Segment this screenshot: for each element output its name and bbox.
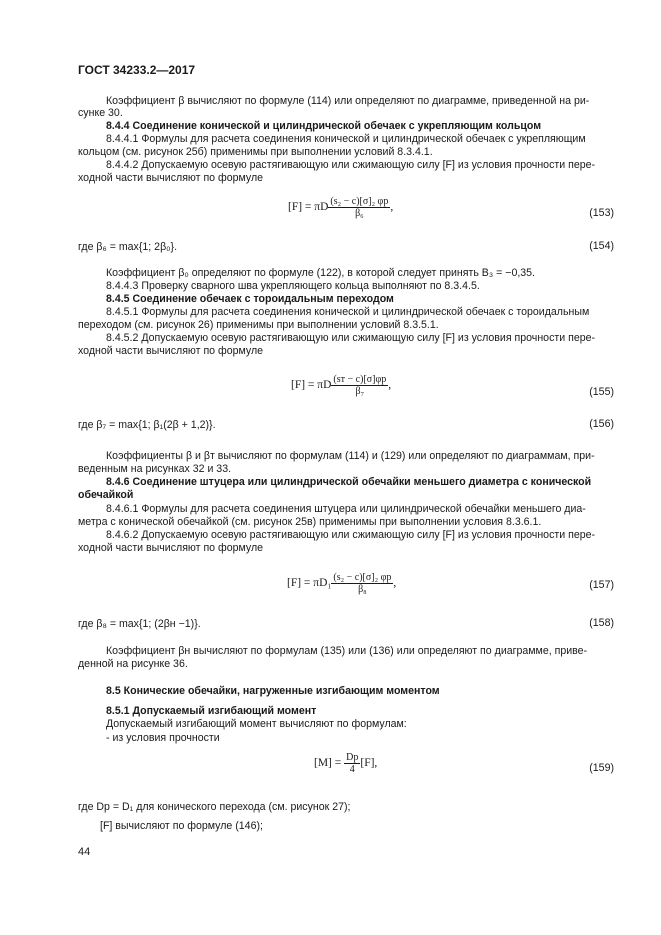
equation-tail: , — [388, 379, 392, 392]
where-clause: где β₈ = max{1; (2βн −1)}. — [78, 618, 201, 630]
equation-numerator: Dp — [346, 752, 359, 763]
equation-number: (158) — [589, 617, 614, 629]
equation-tail: [F], — [360, 757, 378, 770]
equation-number: (154) — [589, 240, 614, 252]
equation-denominator: β₇ — [355, 386, 365, 397]
paragraph-text: веденным на рисунках 32 и 33. — [78, 463, 232, 475]
where-clause: где Dp = D₁ для конического перехода (см. рисунок 27); — [78, 801, 351, 813]
equation-159 — [314, 752, 377, 775]
equation-lhs: [M] = — [314, 757, 345, 770]
where-clause: где β₇ = max{1; β₁(2β + 1,2)}. — [78, 419, 216, 431]
section-heading-8-4-6: 8.4.6 Соединение штуцера или цилиндрической обечайки меньшего диаметра с конической — [106, 476, 592, 488]
where-clause: где β₆ = max{1; 2β₀}. — [78, 241, 178, 253]
paragraph-text: сунке 30. — [78, 107, 123, 119]
equation-tail: , — [390, 201, 394, 214]
paragraph-text: 8.4.4.1 Формулы для расчета соединения конической и цилиндрической обечаек с укрепляющим — [106, 133, 586, 145]
where-clause: [F] вычисляют по формуле (146); — [100, 820, 263, 832]
paragraph-text: 8.4.5.1 Формулы для расчета соединения конической и цилиндрической обечаек с тороидальным — [106, 306, 590, 318]
equation-numerator: (sт − c)[σ]φp — [333, 374, 387, 385]
section-heading-8-4-6-cont: обечайкой — [78, 489, 134, 501]
paragraph-text: переходом (см. рисунок 26) применимы при выполнении условий 8.3.5.1. — [78, 319, 439, 331]
paragraph-text: ходной части вычисляют по формуле — [78, 542, 264, 554]
paragraph-text: денной на рисунке 36. — [78, 658, 188, 670]
paragraph-text: 8.4.6.1 Формулы для расчета соединения штуцера или цилиндрической обечайки меньшего диа- — [106, 503, 586, 515]
equation-denominator: β₆ — [355, 208, 364, 219]
section-heading-8-4-4: 8.4.4 Соединение конической и цилиндрической обечаек с укрепляющим кольцом — [106, 120, 542, 132]
paragraph-text: 8.4.4.2 Допускаемую осевую растягивающую или сжимающую силу [F] из условия прочности пере- — [106, 159, 596, 171]
section-heading-8-5-1: 8.5.1 Допускаемый изгибающий момент — [106, 705, 317, 717]
equation-157 — [287, 572, 396, 595]
paragraph-text: кольцом (см. рисунок 25б) применимы при выполнении условий 8.3.4.1. — [78, 146, 433, 158]
equation-denominator: 4 — [349, 764, 355, 775]
paragraph-text: 8.4.5.2 Допускаемую осевую растягивающую или сжимающую силу [F] из условия прочности пере- — [106, 332, 596, 344]
document-header: ГОСТ 34233.2—2017 — [78, 63, 196, 77]
equation-numerator: (s₂ − c)[σ]₂ φp — [333, 572, 392, 583]
equation-number: (157) — [589, 579, 614, 591]
paragraph-text: Коэффициенты β и βт вычисляют по формулам (114) и (129) или определяют по диаграммам, при- — [106, 450, 595, 462]
paragraph-text: метра с конической обечайкой (см. рисунок 25в) применимы при выполнении условия 8.3.6.1. — [78, 516, 542, 528]
paragraph-text: Коэффициент βн вычисляют по формулам (135) или (136) или определяют по диаграмме, приве- — [106, 645, 588, 657]
section-heading-8-4-5: 8.4.5 Соединение обечаек с тороидальным переходом — [106, 293, 394, 305]
paragraph-text: ходной части вычисляют по формуле — [78, 345, 264, 357]
equation-tail: , — [393, 577, 397, 590]
equation-lhs: [F] = πD₁ — [287, 577, 332, 590]
equation-number: (159) — [589, 762, 614, 774]
equation-number: (156) — [589, 418, 614, 430]
page-number: 44 — [78, 846, 91, 858]
equation-denominator: β₈ — [358, 584, 367, 595]
paragraph-text: 8.4.4.3 Проверку сварного шва укрепляющего кольца выполняют по 8.3.4.5. — [106, 280, 480, 292]
equation-155 — [291, 374, 391, 397]
equation-153 — [288, 196, 393, 219]
paragraph-text: - из условия прочности — [106, 732, 220, 744]
equation-number: (153) — [589, 207, 614, 219]
paragraph-text: 8.4.6.2 Допускаемую осевую растягивающую или сжимающую силу [F] из условия прочности пере- — [106, 529, 596, 541]
paragraph-text: ходной части вычисляют по формуле — [78, 172, 264, 184]
equation-numerator: (s₂ − c)[σ]₂ φp — [330, 196, 389, 207]
section-heading-8-5: 8.5 Конические обечайки, нагруженные изгибающим моментом — [106, 685, 440, 697]
equation-number: (155) — [589, 386, 614, 398]
paragraph-text: Коэффициент β₀ определяют по формуле (122), в которой следует принять B₃ = −0,35. — [106, 267, 536, 279]
equation-lhs: [F] = πD — [288, 201, 329, 214]
paragraph-text: Коэффициент β вычисляют по формуле (114) или определяют по диаграмме, приведенной на ри- — [106, 95, 590, 107]
paragraph-text: Допускаемый изгибающий момент вычисляют по формулам: — [106, 718, 407, 730]
equation-lhs: [F] = πD — [291, 379, 332, 392]
